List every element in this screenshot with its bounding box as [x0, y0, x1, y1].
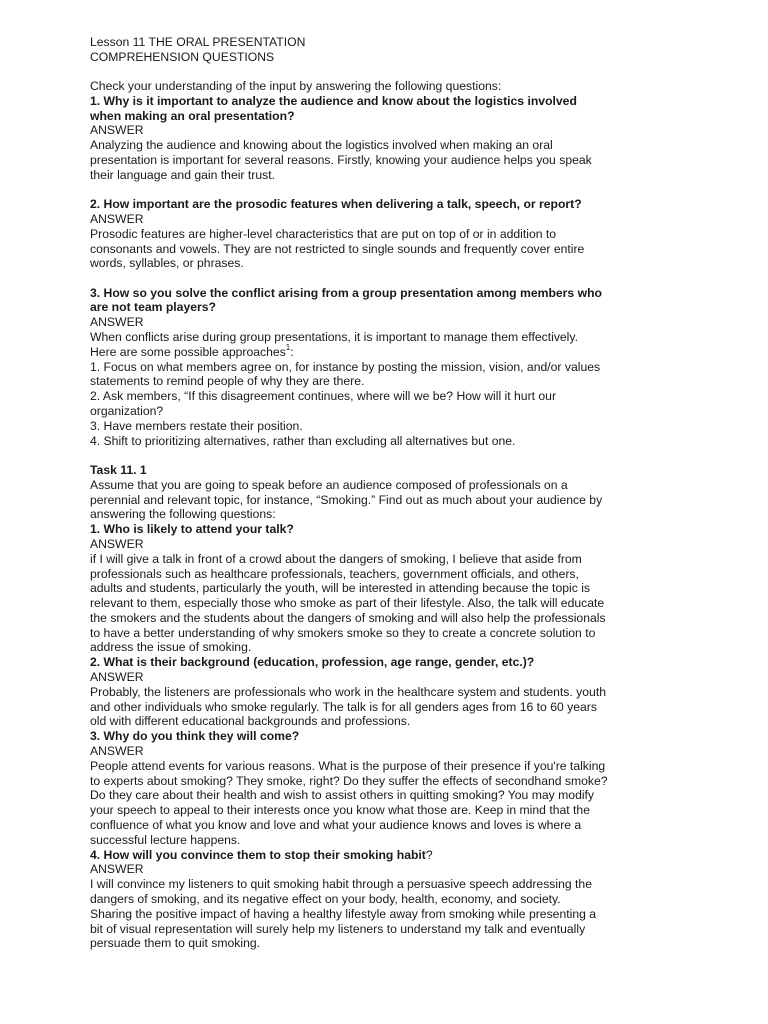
task-question-4-mark: ?: [425, 847, 433, 862]
task-answer-1-line: relevant to them, especially those who smoke as part of their lifestyle. Also, the talk will educate: [90, 596, 605, 611]
answer-1-line: Analyzing the audience and knowing about the logistics involved when making an oral: [90, 138, 553, 153]
question-1-line-2: when making an oral presentation?: [90, 108, 295, 123]
task-answer-3-line: Do they care about their health and wish to assist others in quitting smoking? You may modify: [90, 788, 595, 803]
task-answer-4-line: persuade them to quit smoking.: [90, 936, 261, 951]
answer-label: ANSWER: [90, 862, 144, 877]
task-answer-3-line: to experts about smoking? They smoke, right? Do they suffer the effects of secondhand smoke?: [90, 773, 608, 788]
section-title: COMPREHENSION QUESTIONS: [90, 49, 275, 64]
answer-2-line: words, syllables, or phrases.: [90, 256, 244, 271]
task-intro-line: Assume that you are going to speak before an audience composed of professionals on a: [90, 477, 568, 492]
task-answer-1-line: address the issue of smoking.: [90, 640, 252, 655]
task-answer-3-line: confluence of what you know and love and what your audience knows and loves is where a: [90, 818, 582, 833]
task-answer-2-line: old with different educational backgrounds and professions.: [90, 714, 411, 729]
task-answer-1-line: professionals such as healthcare professionals, teachers, government officials, and others,: [90, 566, 579, 581]
spacer: [90, 271, 690, 286]
spacer: [90, 448, 690, 463]
task-question-1: 1. Who is likely to attend your talk?: [90, 522, 294, 537]
answer-3-line: 3. Have members restate their position.: [90, 418, 303, 433]
spacer: [90, 65, 690, 80]
task-intro-line: perennial and relevant topic, for instance, “Smoking.” Find out as much about your audience by: [90, 492, 603, 507]
answer-label: ANSWER: [90, 536, 144, 551]
task-answer-2-line: Probably, the listeners are professionals who work in the healthcare system and students. youth: [90, 684, 606, 699]
question-3-line-1: 3. How so you solve the conflict arising from a group presentation among members who: [90, 285, 602, 300]
task-answer-3-line: People attend events for various reasons. What is the purpose of their presence if you're talking: [90, 758, 606, 773]
task-question-4-text: 4. How will you convince them to stop their smoking habit: [90, 847, 426, 862]
task-answer-1-line: the smokers and the students about the dangers of smoking and will also help the professionals: [90, 610, 606, 625]
answer-label: ANSWER: [90, 315, 144, 330]
answer-3-line: 2. Ask members, “If this disagreement continues, where will we be? How will it hurt our: [90, 389, 557, 404]
task-question-2: 2. What is their background (education, profession, age range, gender, etc.)?: [90, 655, 535, 670]
answer-1-line: their language and gain their trust.: [90, 167, 275, 182]
intro-text: Check your understanding of the input by answering the following questions:: [90, 79, 502, 94]
answer-label: ANSWER: [90, 211, 144, 226]
answer-label: ANSWER: [90, 123, 144, 138]
task-answer-3-line: your speech to appeal to their interests once you know what those are. Keep in mind that the: [90, 803, 590, 818]
question-1-line-1: 1. Why is it important to analyze the audience and know about the logistics involved: [90, 93, 577, 108]
task-question-4: [90, 848, 690, 863]
task-question-3: 3. Why do you think they will come?: [90, 729, 300, 744]
lesson-title: Lesson 11 THE ORAL PRESENTATION: [90, 35, 306, 49]
answer-3-line-footnoted: [90, 342, 690, 360]
spacer: [90, 183, 690, 198]
task-answer-4-line: Sharing the positive impact of having a healthy lifestyle away from smoking while presenting a: [90, 906, 597, 921]
task-answer-1-line: to have a better understanding of why smokers smoke so they to create a concrete solution to: [90, 625, 596, 640]
answer-1-line: presentation is important for several reasons. Firstly, knowing your audience helps you speak: [90, 153, 592, 168]
task-intro-line: answering the following questions:: [90, 507, 276, 522]
question-2: 2. How important are the prosodic features when delivering a talk, speech, or report?: [90, 197, 582, 212]
colon: :: [290, 344, 294, 359]
task-answer-3-line: successful lecture happens.: [90, 832, 241, 847]
answer-3-line: 1. Focus on what members agree on, for instance by posting the mission, vision, and/or values: [90, 359, 601, 374]
answer-3-line: 4. Shift to prioritizing alternatives, rather than excluding all alternatives but one.: [90, 433, 516, 448]
task-answer-1-line: adults and students, particularly the youth, will be interested in attending because the topic is: [90, 581, 590, 596]
document-page: [90, 35, 690, 951]
task-answer-4-line: dangers of smoking, and its negative effect on your body, health, economy, and society.: [90, 892, 561, 907]
task-answer-4-line: I will convince my listeners to quit smoking habit through a persuasive speech addressing the: [90, 877, 592, 892]
task-answer-4-line: bit of visual representation will surely help my listeners to understand my talk and eventually: [90, 921, 586, 936]
task-title: Task 11. 1: [90, 462, 147, 477]
answer-3-text: Here are some possible approaches: [90, 344, 286, 359]
answer-2-line: Prosodic features are higher-level characteristics that are put on top of or in addition to: [90, 226, 557, 241]
question-3-line-2: are not team players?: [90, 300, 216, 315]
answer-2-line: consonants and vowels. They are not restricted to single sounds and frequently cover entire: [90, 241, 585, 256]
answer-3-line: statements to remind people of why they are there.: [90, 374, 365, 389]
footnote-marker[interactable]: 1: [285, 342, 291, 352]
answer-label: ANSWER: [90, 744, 144, 759]
task-answer-1-line: if I will give a talk in front of a crowd about the dangers of smoking, I believe that aside from: [90, 551, 582, 566]
answer-3-line: When conflicts arise during group presentations, it is important to manage them effectively.: [90, 330, 578, 345]
answer-label: ANSWER: [90, 670, 144, 685]
answer-3-line: organization?: [90, 404, 164, 419]
task-answer-2-line: and other individuals who smoke regularly. The talk is for all genders ages from 16 to 60 years: [90, 699, 597, 714]
